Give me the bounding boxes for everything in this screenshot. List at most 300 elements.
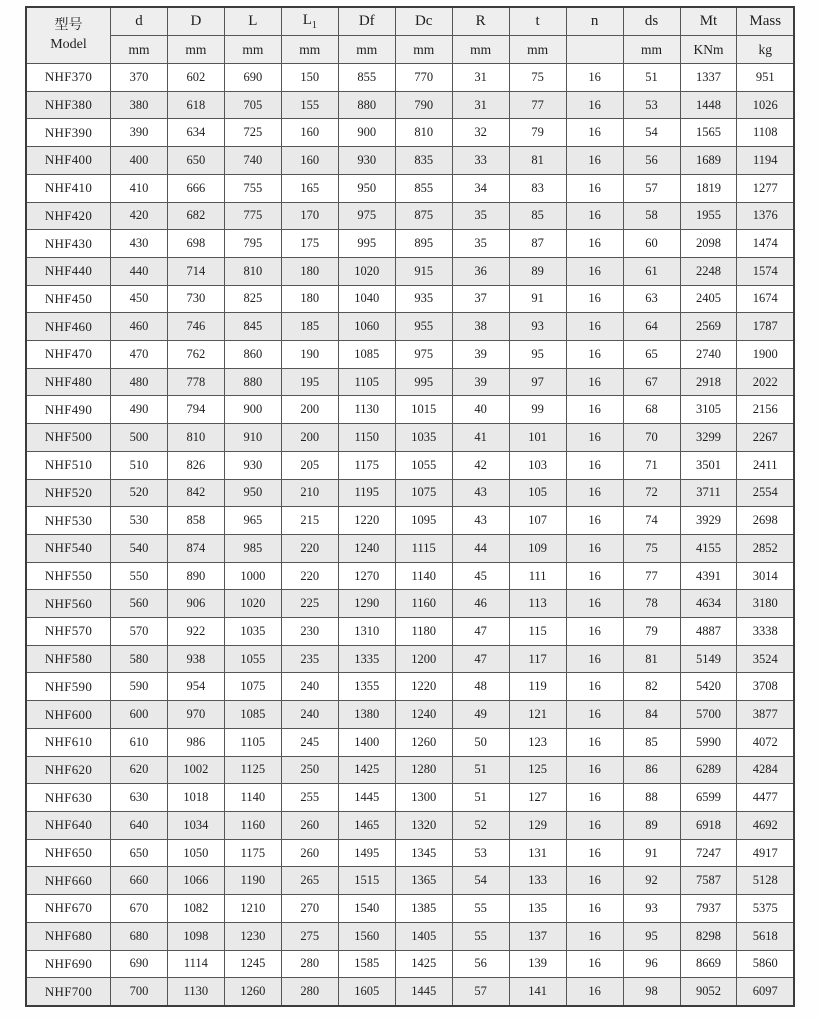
value-cell: 5128 [737,867,794,895]
value-cell: 39 [452,341,509,369]
value-cell: 51 [623,64,680,92]
value-cell: 1200 [395,645,452,673]
value-cell: 40 [452,396,509,424]
value-cell: 16 [566,424,623,452]
value-cell: 740 [224,147,281,175]
value-cell: 250 [281,756,338,784]
value-cell: 875 [395,202,452,230]
value-cell: 121 [509,701,566,729]
value-cell: 1337 [680,64,737,92]
model-cell: NHF400 [26,147,110,175]
value-cell: 1066 [167,867,224,895]
value-cell: 950 [338,174,395,202]
value-cell: 1270 [338,562,395,590]
value-cell: 67 [623,368,680,396]
value-cell: 2411 [737,451,794,479]
model-cell: NHF480 [26,368,110,396]
value-cell: 3711 [680,479,737,507]
value-cell: 430 [110,230,167,258]
column-header-df: Df [338,7,395,36]
value-cell: 77 [509,91,566,119]
table-row [26,922,794,950]
value-cell: 175 [281,230,338,258]
model-cell: NHF690 [26,950,110,978]
value-cell: 855 [395,174,452,202]
value-cell: 160 [281,147,338,175]
value-cell: 16 [566,950,623,978]
value-cell: 1114 [167,950,224,978]
value-cell: 42 [452,451,509,479]
value-cell: 790 [395,91,452,119]
value-cell: 2918 [680,368,737,396]
column-header-d: D [167,7,224,36]
value-cell: 1060 [338,313,395,341]
value-cell: 70 [623,424,680,452]
value-cell: 1140 [395,562,452,590]
value-cell: 1365 [395,867,452,895]
value-cell: 101 [509,424,566,452]
value-cell: 51 [452,756,509,784]
table-row [26,756,794,784]
value-cell: 410 [110,174,167,202]
value-cell: 1020 [224,590,281,618]
model-cell: NHF440 [26,257,110,285]
table-row [26,147,794,175]
value-cell: 1277 [737,174,794,202]
value-cell: 5375 [737,895,794,923]
value-cell: 1380 [338,701,395,729]
value-cell: 85 [509,202,566,230]
value-cell: 44 [452,534,509,562]
table-row [26,174,794,202]
model-cell: NHF430 [26,230,110,258]
value-cell: 540 [110,534,167,562]
value-cell: 71 [623,451,680,479]
value-cell: 78 [623,590,680,618]
value-cell: 1055 [395,451,452,479]
value-cell: 111 [509,562,566,590]
column-header-l1: $L_1$ [281,7,338,36]
model-cell: NHF380 [26,91,110,119]
value-cell: 7587 [680,867,737,895]
value-cell: 2698 [737,507,794,535]
value-cell: 8669 [680,950,737,978]
value-cell: 54 [623,119,680,147]
specification-table [25,6,795,1007]
value-cell: 205 [281,451,338,479]
table-header [26,7,794,64]
model-cell: NHF550 [26,562,110,590]
value-cell: 900 [224,396,281,424]
value-cell: 1230 [224,922,281,950]
value-cell: 47 [452,618,509,646]
value-cell: 3180 [737,590,794,618]
value-cell: 938 [167,645,224,673]
value-cell: 1175 [338,451,395,479]
value-cell: 1190 [224,867,281,895]
value-cell: 1515 [338,867,395,895]
value-cell: 98 [623,978,680,1006]
model-cell: NHF420 [26,202,110,230]
value-cell: 6918 [680,811,737,839]
value-cell: 778 [167,368,224,396]
model-cell: NHF680 [26,922,110,950]
value-cell: 1160 [395,590,452,618]
value-cell: 2740 [680,341,737,369]
table-row [26,396,794,424]
value-cell: 220 [281,562,338,590]
value-cell: 16 [566,701,623,729]
value-cell: 725 [224,119,281,147]
model-cell: NHF620 [26,756,110,784]
value-cell: 39 [452,368,509,396]
value-cell: 1130 [167,978,224,1006]
value-cell: 60 [623,230,680,258]
value-cell: 895 [395,230,452,258]
value-cell: 3105 [680,396,737,424]
value-cell: 46 [452,590,509,618]
value-cell: 16 [566,534,623,562]
value-cell: 195 [281,368,338,396]
value-cell: 215 [281,507,338,535]
table-row [26,451,794,479]
value-cell: 810 [167,424,224,452]
value-cell: 3338 [737,618,794,646]
value-cell: 38 [452,313,509,341]
model-cell: NHF410 [26,174,110,202]
value-cell: 995 [338,230,395,258]
value-cell: 1245 [224,950,281,978]
value-cell: 7937 [680,895,737,923]
value-cell: 170 [281,202,338,230]
value-cell: 970 [167,701,224,729]
value-cell: 52 [452,811,509,839]
value-cell: 3014 [737,562,794,590]
value-cell: 85 [623,728,680,756]
value-cell: 4155 [680,534,737,562]
value-cell: 16 [566,147,623,175]
value-cell: 280 [281,978,338,1006]
value-cell: 630 [110,784,167,812]
model-cell: NHF510 [26,451,110,479]
value-cell: 3929 [680,507,737,535]
value-cell: 1210 [224,895,281,923]
value-cell: 660 [110,867,167,895]
column-header-n: n [566,7,623,36]
model-cell: NHF600 [26,701,110,729]
value-cell: 16 [566,341,623,369]
value-cell: 1574 [737,257,794,285]
value-cell: 1082 [167,895,224,923]
value-cell: 5860 [737,950,794,978]
value-cell: 1585 [338,950,395,978]
value-cell: 86 [623,756,680,784]
column-unit-r: mm [452,36,509,64]
value-cell: 1474 [737,230,794,258]
value-cell: 1020 [338,257,395,285]
value-cell: 7247 [680,839,737,867]
value-cell: 874 [167,534,224,562]
value-cell: 600 [110,701,167,729]
value-cell: 68 [623,396,680,424]
value-cell: 1098 [167,922,224,950]
value-cell: 72 [623,479,680,507]
value-cell: 910 [224,424,281,452]
table-row [26,368,794,396]
value-cell: 3524 [737,645,794,673]
value-cell: 57 [623,174,680,202]
value-cell: 4391 [680,562,737,590]
value-cell: 16 [566,507,623,535]
model-cell: NHF570 [26,618,110,646]
table-row [26,424,794,452]
value-cell: 109 [509,534,566,562]
value-cell: 16 [566,839,623,867]
value-cell: 99 [509,396,566,424]
value-cell: 16 [566,174,623,202]
table-row [26,479,794,507]
value-cell: 906 [167,590,224,618]
value-cell: 390 [110,119,167,147]
value-cell: 240 [281,673,338,701]
value-cell: 135 [509,895,566,923]
value-cell: 3501 [680,451,737,479]
column-unit-ds: mm [623,36,680,64]
value-cell: 93 [623,895,680,923]
value-cell: 105 [509,479,566,507]
value-cell: 79 [509,119,566,147]
value-cell: 1160 [224,811,281,839]
value-cell: 115 [509,618,566,646]
table-row [26,507,794,535]
value-cell: 1050 [167,839,224,867]
value-cell: 89 [509,257,566,285]
value-cell: 2248 [680,257,737,285]
model-cell: NHF560 [26,590,110,618]
value-cell: 602 [167,64,224,92]
model-cell: NHF460 [26,313,110,341]
value-cell: 33 [452,147,509,175]
value-cell: 4887 [680,618,737,646]
value-cell: 1335 [338,645,395,673]
value-cell: 1105 [338,368,395,396]
value-cell: 107 [509,507,566,535]
value-cell: 125 [509,756,566,784]
value-cell: 16 [566,673,623,701]
value-cell: 2405 [680,285,737,313]
value-cell: 1260 [395,728,452,756]
value-cell: 730 [167,285,224,313]
value-cell: 795 [224,230,281,258]
value-cell: 450 [110,285,167,313]
value-cell: 16 [566,479,623,507]
value-cell: 954 [167,673,224,701]
value-cell: 1075 [224,673,281,701]
value-cell: 58 [623,202,680,230]
table-row [26,978,794,1006]
value-cell: 890 [167,562,224,590]
model-cell: NHF640 [26,811,110,839]
table-row [26,590,794,618]
value-cell: 16 [566,784,623,812]
value-cell: 670 [110,895,167,923]
value-cell: 860 [224,341,281,369]
column-unit-d: mm [167,36,224,64]
value-cell: 36 [452,257,509,285]
column-header-ds: ds [623,7,680,36]
value-cell: 1220 [338,507,395,535]
value-cell: 235 [281,645,338,673]
value-cell: 1280 [395,756,452,784]
value-cell: 16 [566,119,623,147]
table-row [26,950,794,978]
column-header-mass: Mass [737,7,794,36]
value-cell: 81 [509,147,566,175]
value-cell: 1900 [737,341,794,369]
value-cell: 82 [623,673,680,701]
value-cell: 91 [509,285,566,313]
value-cell: 16 [566,451,623,479]
value-cell: 1787 [737,313,794,341]
value-cell: 995 [395,368,452,396]
model-cell: NHF490 [26,396,110,424]
model-label-en: Model [50,36,87,52]
column-header-d: d [110,7,167,36]
value-cell: 61 [623,257,680,285]
value-cell: 1495 [338,839,395,867]
value-cell: 530 [110,507,167,535]
value-cell: 6599 [680,784,737,812]
value-cell: 826 [167,451,224,479]
value-cell: 682 [167,202,224,230]
value-cell: 855 [338,64,395,92]
header-unit-row [26,36,794,64]
value-cell: 31 [452,64,509,92]
value-cell: 1465 [338,811,395,839]
value-cell: 47 [452,645,509,673]
value-cell: 650 [167,147,224,175]
value-cell: 986 [167,728,224,756]
column-unit-d: mm [110,36,167,64]
value-cell: 77 [623,562,680,590]
value-cell: 440 [110,257,167,285]
value-cell: 16 [566,728,623,756]
value-cell: 640 [110,811,167,839]
table-body [26,64,794,1007]
value-cell: 1445 [395,978,452,1006]
value-cell: 420 [110,202,167,230]
value-cell: 1105 [224,728,281,756]
value-cell: 1376 [737,202,794,230]
value-cell: 380 [110,91,167,119]
column-header-r: R [452,7,509,36]
model-cell: NHF370 [26,64,110,92]
value-cell: 400 [110,147,167,175]
value-cell: 16 [566,867,623,895]
value-cell: 230 [281,618,338,646]
value-cell: 6097 [737,978,794,1006]
value-cell: 1310 [338,618,395,646]
value-cell: 95 [509,341,566,369]
table-row [26,673,794,701]
value-cell: 2569 [680,313,737,341]
model-cell: NHF590 [26,673,110,701]
value-cell: 1320 [395,811,452,839]
value-cell: 81 [623,645,680,673]
value-cell: 5990 [680,728,737,756]
model-cell: NHF610 [26,728,110,756]
table-row [26,341,794,369]
value-cell: 16 [566,645,623,673]
value-cell: 810 [395,119,452,147]
value-cell: 141 [509,978,566,1006]
value-cell: 16 [566,313,623,341]
model-cell: NHF530 [26,507,110,535]
value-cell: 2267 [737,424,794,452]
value-cell: 54 [452,867,509,895]
value-cell: 16 [566,895,623,923]
value-cell: 746 [167,313,224,341]
value-cell: 1674 [737,285,794,313]
value-cell: 1015 [395,396,452,424]
value-cell: 1220 [395,673,452,701]
value-cell: 550 [110,562,167,590]
value-cell: 1002 [167,756,224,784]
value-cell: 165 [281,174,338,202]
value-cell: 1085 [224,701,281,729]
value-cell: 930 [338,147,395,175]
value-cell: 96 [623,950,680,978]
value-cell: 1150 [338,424,395,452]
value-cell: 1448 [680,91,737,119]
value-cell: 16 [566,202,623,230]
table-row [26,534,794,562]
model-cell: NHF700 [26,978,110,1006]
value-cell: 1565 [680,119,737,147]
value-cell: 1689 [680,147,737,175]
value-cell: 84 [623,701,680,729]
value-cell: 200 [281,396,338,424]
value-cell: 180 [281,285,338,313]
value-cell: 1018 [167,784,224,812]
value-cell: 520 [110,479,167,507]
value-cell: 16 [566,756,623,784]
value-cell: 50 [452,728,509,756]
value-cell: 45 [452,562,509,590]
value-cell: 880 [338,91,395,119]
value-cell: 965 [224,507,281,535]
value-cell: 580 [110,645,167,673]
value-cell: 16 [566,922,623,950]
value-cell: 56 [623,147,680,175]
value-cell: 16 [566,91,623,119]
value-cell: 87 [509,230,566,258]
value-cell: 370 [110,64,167,92]
model-cell: NHF450 [26,285,110,313]
column-header-dc: Dc [395,7,452,36]
value-cell: 119 [509,673,566,701]
value-cell: 4917 [737,839,794,867]
value-cell: 560 [110,590,167,618]
value-cell: 1000 [224,562,281,590]
value-cell: 8298 [680,922,737,950]
value-cell: 680 [110,922,167,950]
value-cell: 900 [338,119,395,147]
value-cell: 1140 [224,784,281,812]
value-cell: 1345 [395,839,452,867]
value-cell: 160 [281,119,338,147]
column-header-mt: Mt [680,7,737,36]
